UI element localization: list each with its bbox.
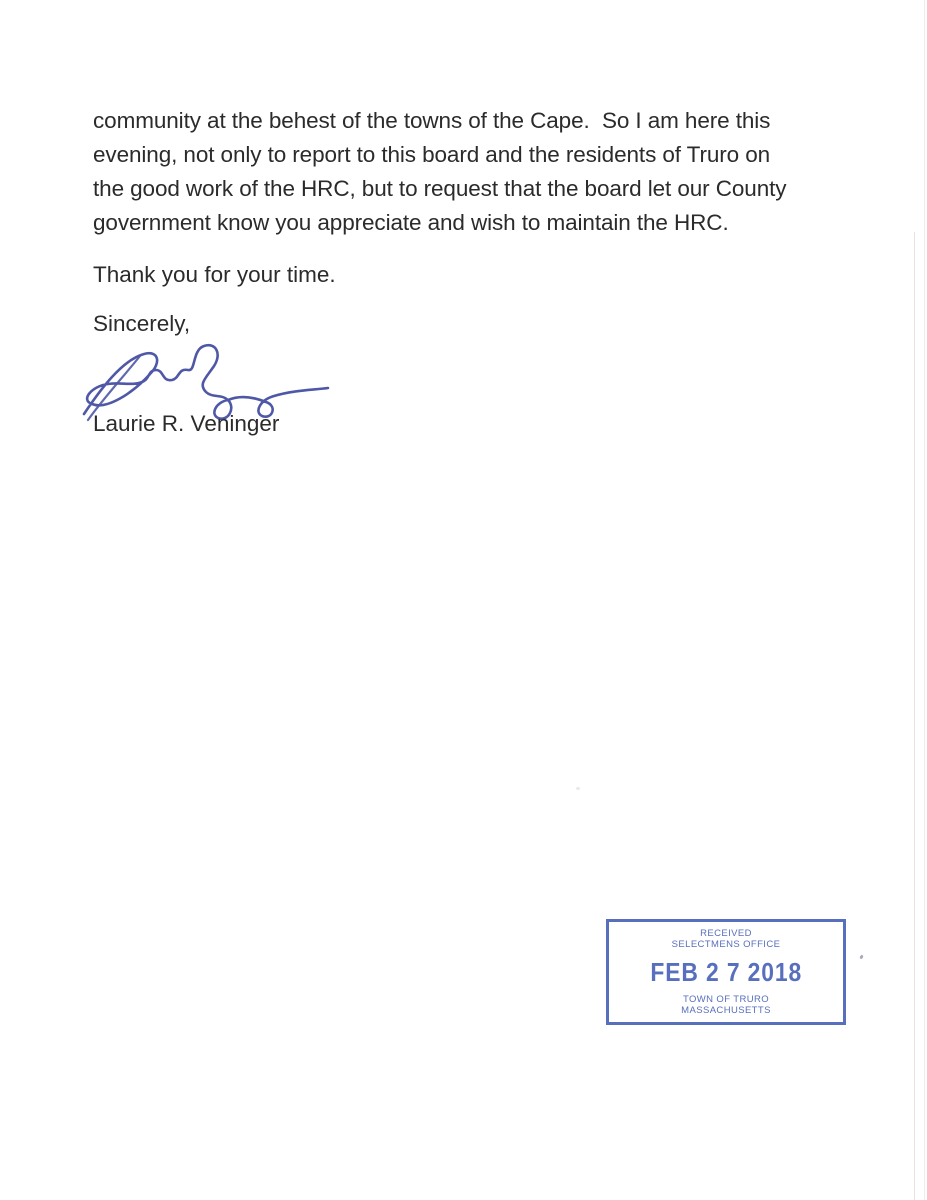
scan-speck <box>576 787 580 790</box>
stamp-received-label: RECEIVED <box>700 928 752 939</box>
letter-closing: Sincerely, <box>93 311 191 336</box>
letter-body-paragraph <box>93 104 786 240</box>
stamp-state-label: MASSACHUSETTS <box>681 1005 771 1016</box>
signer-name: Laurie R. Veninger <box>93 411 280 436</box>
letter-thanks-line: Thank you for your time. <box>93 262 336 287</box>
paragraph-line: evening, not only to report to this board and the residents of Truro on <box>93 142 771 167</box>
stamp-town-label: TOWN OF TRURO <box>682 994 770 1005</box>
stamp-office-label: SELECTMENS OFFICE <box>671 939 781 950</box>
stamp-date: FEB 2 7 2018 <box>650 957 802 987</box>
received-date-stamp <box>606 919 846 1025</box>
paragraph-line: the good work of the HRC, but to request that the board let our County <box>93 176 787 201</box>
paragraph-line: government know you appreciate and wish to maintain the HRC. <box>93 210 729 235</box>
paragraph-line: community at the behest of the towns of the Cape. So I am here this <box>93 108 771 133</box>
scan-edge-artifact <box>914 232 915 1200</box>
ink-speck <box>859 955 863 960</box>
scan-edge-artifact <box>924 0 925 1200</box>
